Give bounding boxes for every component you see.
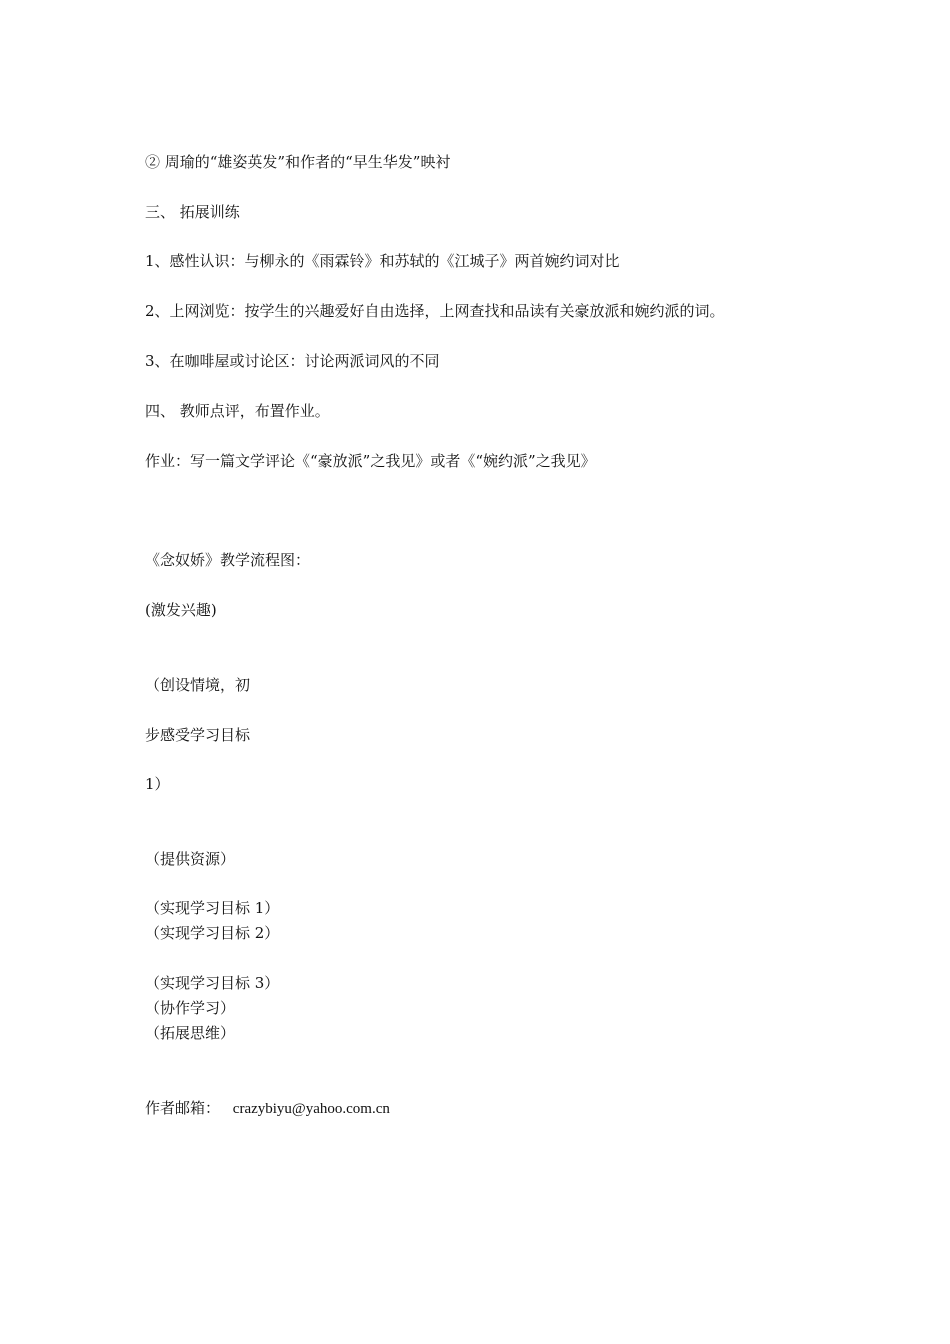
section-heading-review: 四、 教师点评，布置作业。 xyxy=(145,402,330,420)
author-email-label: 作者邮箱： xyxy=(145,1099,221,1117)
flow-step-goal-1: （实现学习目标 1） xyxy=(145,899,280,917)
flow-step-resources: （提供资源） xyxy=(145,850,236,868)
text-line-item-2: 2、上网浏览：按学生的兴趣爱好自由选择，上网查找和品读有关豪放派和婉约派的词。 xyxy=(145,302,725,320)
flow-step-thinking: （拓展思维） xyxy=(145,1024,236,1042)
flowchart-title: 《念奴娇》教学流程图： xyxy=(145,551,311,569)
text-line-item-3: 3、在咖啡屋或讨论区：讨论两派词风的不同 xyxy=(145,352,440,370)
flow-step-scenario-1: （创设情境，初 xyxy=(145,676,251,694)
author-email-address: crazybiyu@yahoo.com.cn xyxy=(232,1101,390,1117)
text-line-homework: 作业：写一篇文学评论《“豪放派”之我见》或者《“婉约派”之我见》 xyxy=(145,452,596,470)
flow-step-interest: (激发兴趣) xyxy=(145,601,217,619)
text-line-contrast: ② 周瑜的“雄姿英发”和作者的“早生华发”映衬 xyxy=(145,153,451,171)
flow-step-collaboration: （协作学习） xyxy=(145,999,236,1017)
flow-step-scenario-2: 步感受学习目标 xyxy=(145,726,251,744)
flow-step-goal-2: （实现学习目标 2） xyxy=(145,924,280,942)
flow-step-scenario-3: 1） xyxy=(145,775,170,793)
section-heading-extension: 三、 拓展训练 xyxy=(145,203,240,221)
author-email-line xyxy=(145,1098,390,1119)
text-line-item-1: 1、感性认识：与柳永的《雨霖铃》和苏轼的《江城子》两首婉约词对比 xyxy=(145,252,620,270)
flow-step-goal-3: （实现学习目标 3） xyxy=(145,974,280,992)
